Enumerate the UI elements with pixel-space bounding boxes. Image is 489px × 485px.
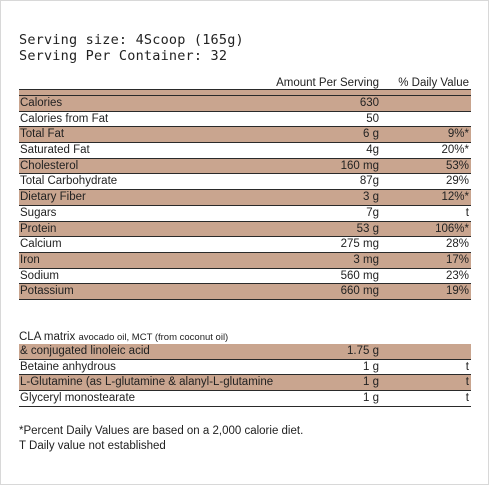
blend-ingredient-name: & conjugated linoleic acid [20,345,150,357]
nutrient-name: Calcium [20,238,62,251]
nutrient-row [19,237,471,253]
amount-header: Amount Per Serving [276,77,379,89]
nutrient-daily-value: 17% [445,253,469,266]
nutrient-daily-value: 23% [445,269,469,282]
nutrient-row [19,253,471,269]
nutrient-daily-value: t [465,206,469,219]
blend-ingredient-name: L-Glutamine (as L-glutamine & alanyl-L-glutamine [20,376,274,389]
blend-ingredient-row [19,375,471,391]
blend-ingredient-amount: 1 g [363,360,379,373]
nutrient-name: Potassium [20,285,74,298]
nutrient-row [19,284,471,300]
nutrient-daily-value: 29% [445,175,469,188]
nutrient-amount: 3 mg [353,253,379,266]
servings-per-container: Serving Per Container: 32 [19,48,228,64]
nutrient-name: Total Fat [20,128,65,141]
serving-info [19,32,244,64]
nutrient-row [19,206,471,222]
nutrient-amount: 630 [359,97,379,109]
blend-ingredient-amount: 1.75 g [347,345,379,357]
nutrient-name: Cholesterol [20,159,79,172]
blend-name: CLA matrix [19,331,76,343]
nutrient-row [19,269,471,285]
nutrient-amount: 160 mg [340,159,379,172]
blend-ingredient-daily-value: t [465,392,469,405]
blend-ingredient-amount: 1 g [363,392,379,405]
nutrient-amount: 660 mg [340,285,379,298]
nutrient-daily-value: 28% [445,238,469,251]
nutrient-row [19,190,471,206]
nutrient-name: Protein [20,222,57,235]
blend-subtitle: avocado oil, MCT (from coconut oil) [78,332,229,343]
daily-value-header: % Daily Value [398,77,469,89]
nutrient-amount: 4g [366,144,379,157]
nutrient-name: Calories [20,97,63,109]
nutrient-row [19,159,471,175]
nutrient-amount: 6 g [363,128,379,141]
nutrient-amount: 3 g [363,191,379,204]
nutrient-table [19,96,471,300]
footnotes [19,424,303,454]
blend-ingredient-daily-value: t [465,360,469,373]
nutrient-daily-value: 53% [445,159,469,172]
nutrient-daily-value: 106%* [435,222,469,235]
blend-ingredient-daily-value: t [465,376,469,389]
nutrient-amount: 50 [366,112,379,125]
blend-table [19,344,471,407]
footnote-daily-values: *Percent Daily Values are based on a 2,000 calorie diet. [19,425,304,437]
blend-ingredient-amount: 1 g [363,376,379,389]
nutrient-row [19,174,471,190]
nutrient-daily-value: 20%* [441,144,469,157]
nutrient-amount: 53 g [356,222,379,235]
blend-ingredient-row [19,344,471,360]
nutrient-amount: 7g [366,206,379,219]
nutrient-row [19,96,471,112]
footnote-not-established: T Daily value not established [19,440,166,452]
nutrient-daily-value: 19% [445,285,469,298]
blend-ingredient-name: Glyceryl monostearate [20,392,136,405]
blend-ingredient-name: Betaine anhydrous [20,360,116,373]
nutrient-daily-value: 12%* [441,191,469,204]
blend-title [19,331,228,343]
nutrient-name: Total Carbohydrate [20,175,118,188]
nutrient-name: Saturated Fat [20,144,90,157]
blend-ingredient-row [19,391,471,407]
nutrient-name: Sodium [20,269,59,282]
nutrient-name: Calories from Fat [20,112,109,125]
nutrient-row [19,143,471,159]
nutrient-amount: 275 mg [340,238,379,251]
nutrient-name: Sugars [20,206,57,219]
nutrient-row [19,222,471,238]
nutrient-name: Dietary Fiber [20,191,86,204]
nutrient-amount: 87g [359,175,379,188]
nutrient-daily-value: 9%* [447,128,469,141]
nutrient-row [19,127,471,143]
table-top-rule [19,89,471,96]
serving-size: Serving size: 4Scoop (165g) [19,32,244,48]
nutrient-name: Iron [20,253,40,266]
blend-ingredient-row [19,360,471,376]
nutrient-amount: 560 mg [340,269,379,282]
nutrient-row [19,112,471,128]
